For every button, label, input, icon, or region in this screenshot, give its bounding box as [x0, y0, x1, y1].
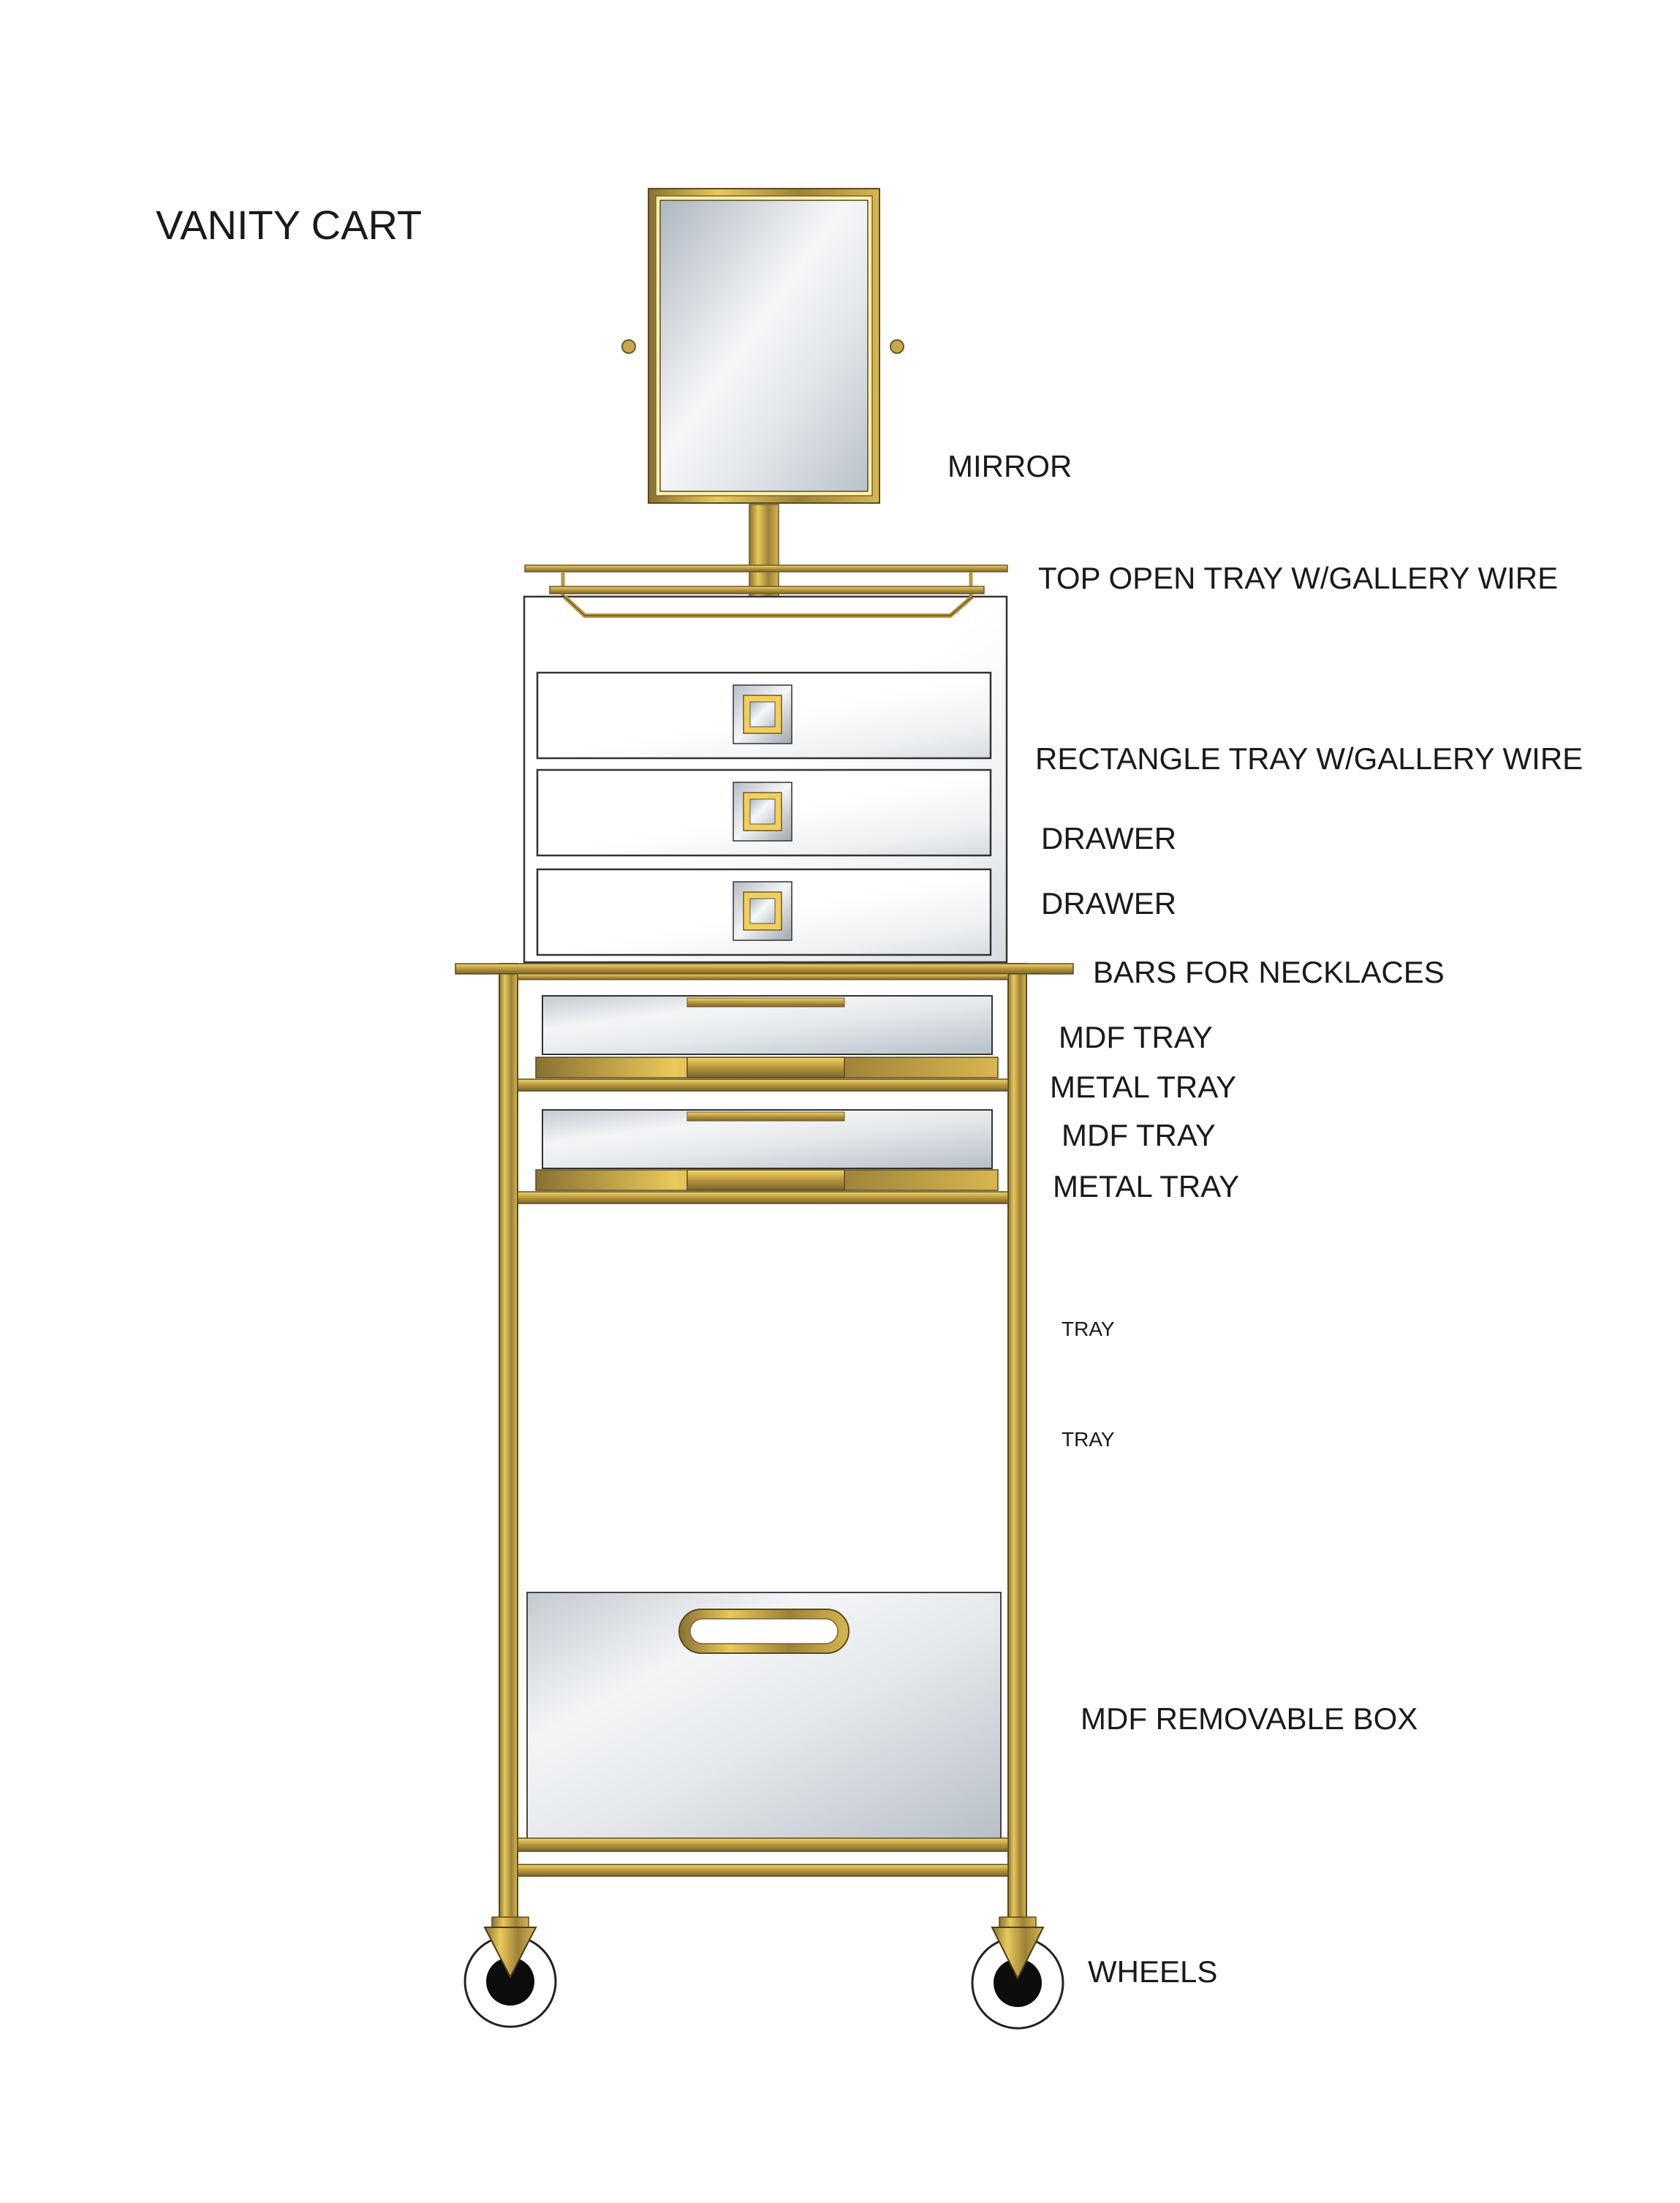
bottom-rails: [518, 1838, 1008, 1876]
label-metal-tray-2: METAL TRAY: [1053, 1169, 1240, 1203]
label-mdf-tray-2: MDF TRAY: [1062, 1118, 1216, 1152]
label-rectangle-tray: RECTANGLE TRAY W/GALLERY WIRE: [1035, 741, 1583, 776]
wheel-left: [465, 1917, 556, 2027]
label-mirror: MIRROR: [947, 449, 1072, 483]
metal-tray-2[interactable]: [518, 1192, 1008, 1203]
label-metal-tray-1: METAL TRAY: [1050, 1070, 1237, 1104]
label-mdf-tray-1: MDF TRAY: [1059, 1020, 1213, 1054]
drawer-1[interactable]: [537, 770, 991, 855]
mirror: [622, 189, 904, 607]
mdf-removable-box[interactable]: [527, 1592, 1001, 1841]
drawer-2[interactable]: [537, 869, 991, 955]
metal-tray-1[interactable]: [518, 1079, 1008, 1091]
label-top-open-tray: TOP OPEN TRAY W/GALLERY WIRE: [1038, 561, 1559, 595]
label-mdf-removable-box: MDF REMOVABLE BOX: [1081, 1701, 1418, 1736]
diagram-title: VANITY CART: [156, 202, 423, 248]
label-drawer-2: DRAWER: [1041, 886, 1177, 921]
wheel-right: [972, 1917, 1063, 2028]
mdf-tray-1[interactable]: [536, 996, 998, 1078]
rectangle-tray[interactable]: [537, 673, 991, 758]
label-drawer-1: DRAWER: [1041, 821, 1177, 855]
label-tray-1: TRAY: [1062, 1318, 1115, 1340]
label-wheels: WHEELS: [1088, 1954, 1218, 1989]
mdf-tray-2[interactable]: [536, 1110, 998, 1190]
label-tray-2: TRAY: [1062, 1428, 1115, 1451]
label-bars-for-necklaces: BARS FOR NECKLACES: [1093, 955, 1445, 989]
